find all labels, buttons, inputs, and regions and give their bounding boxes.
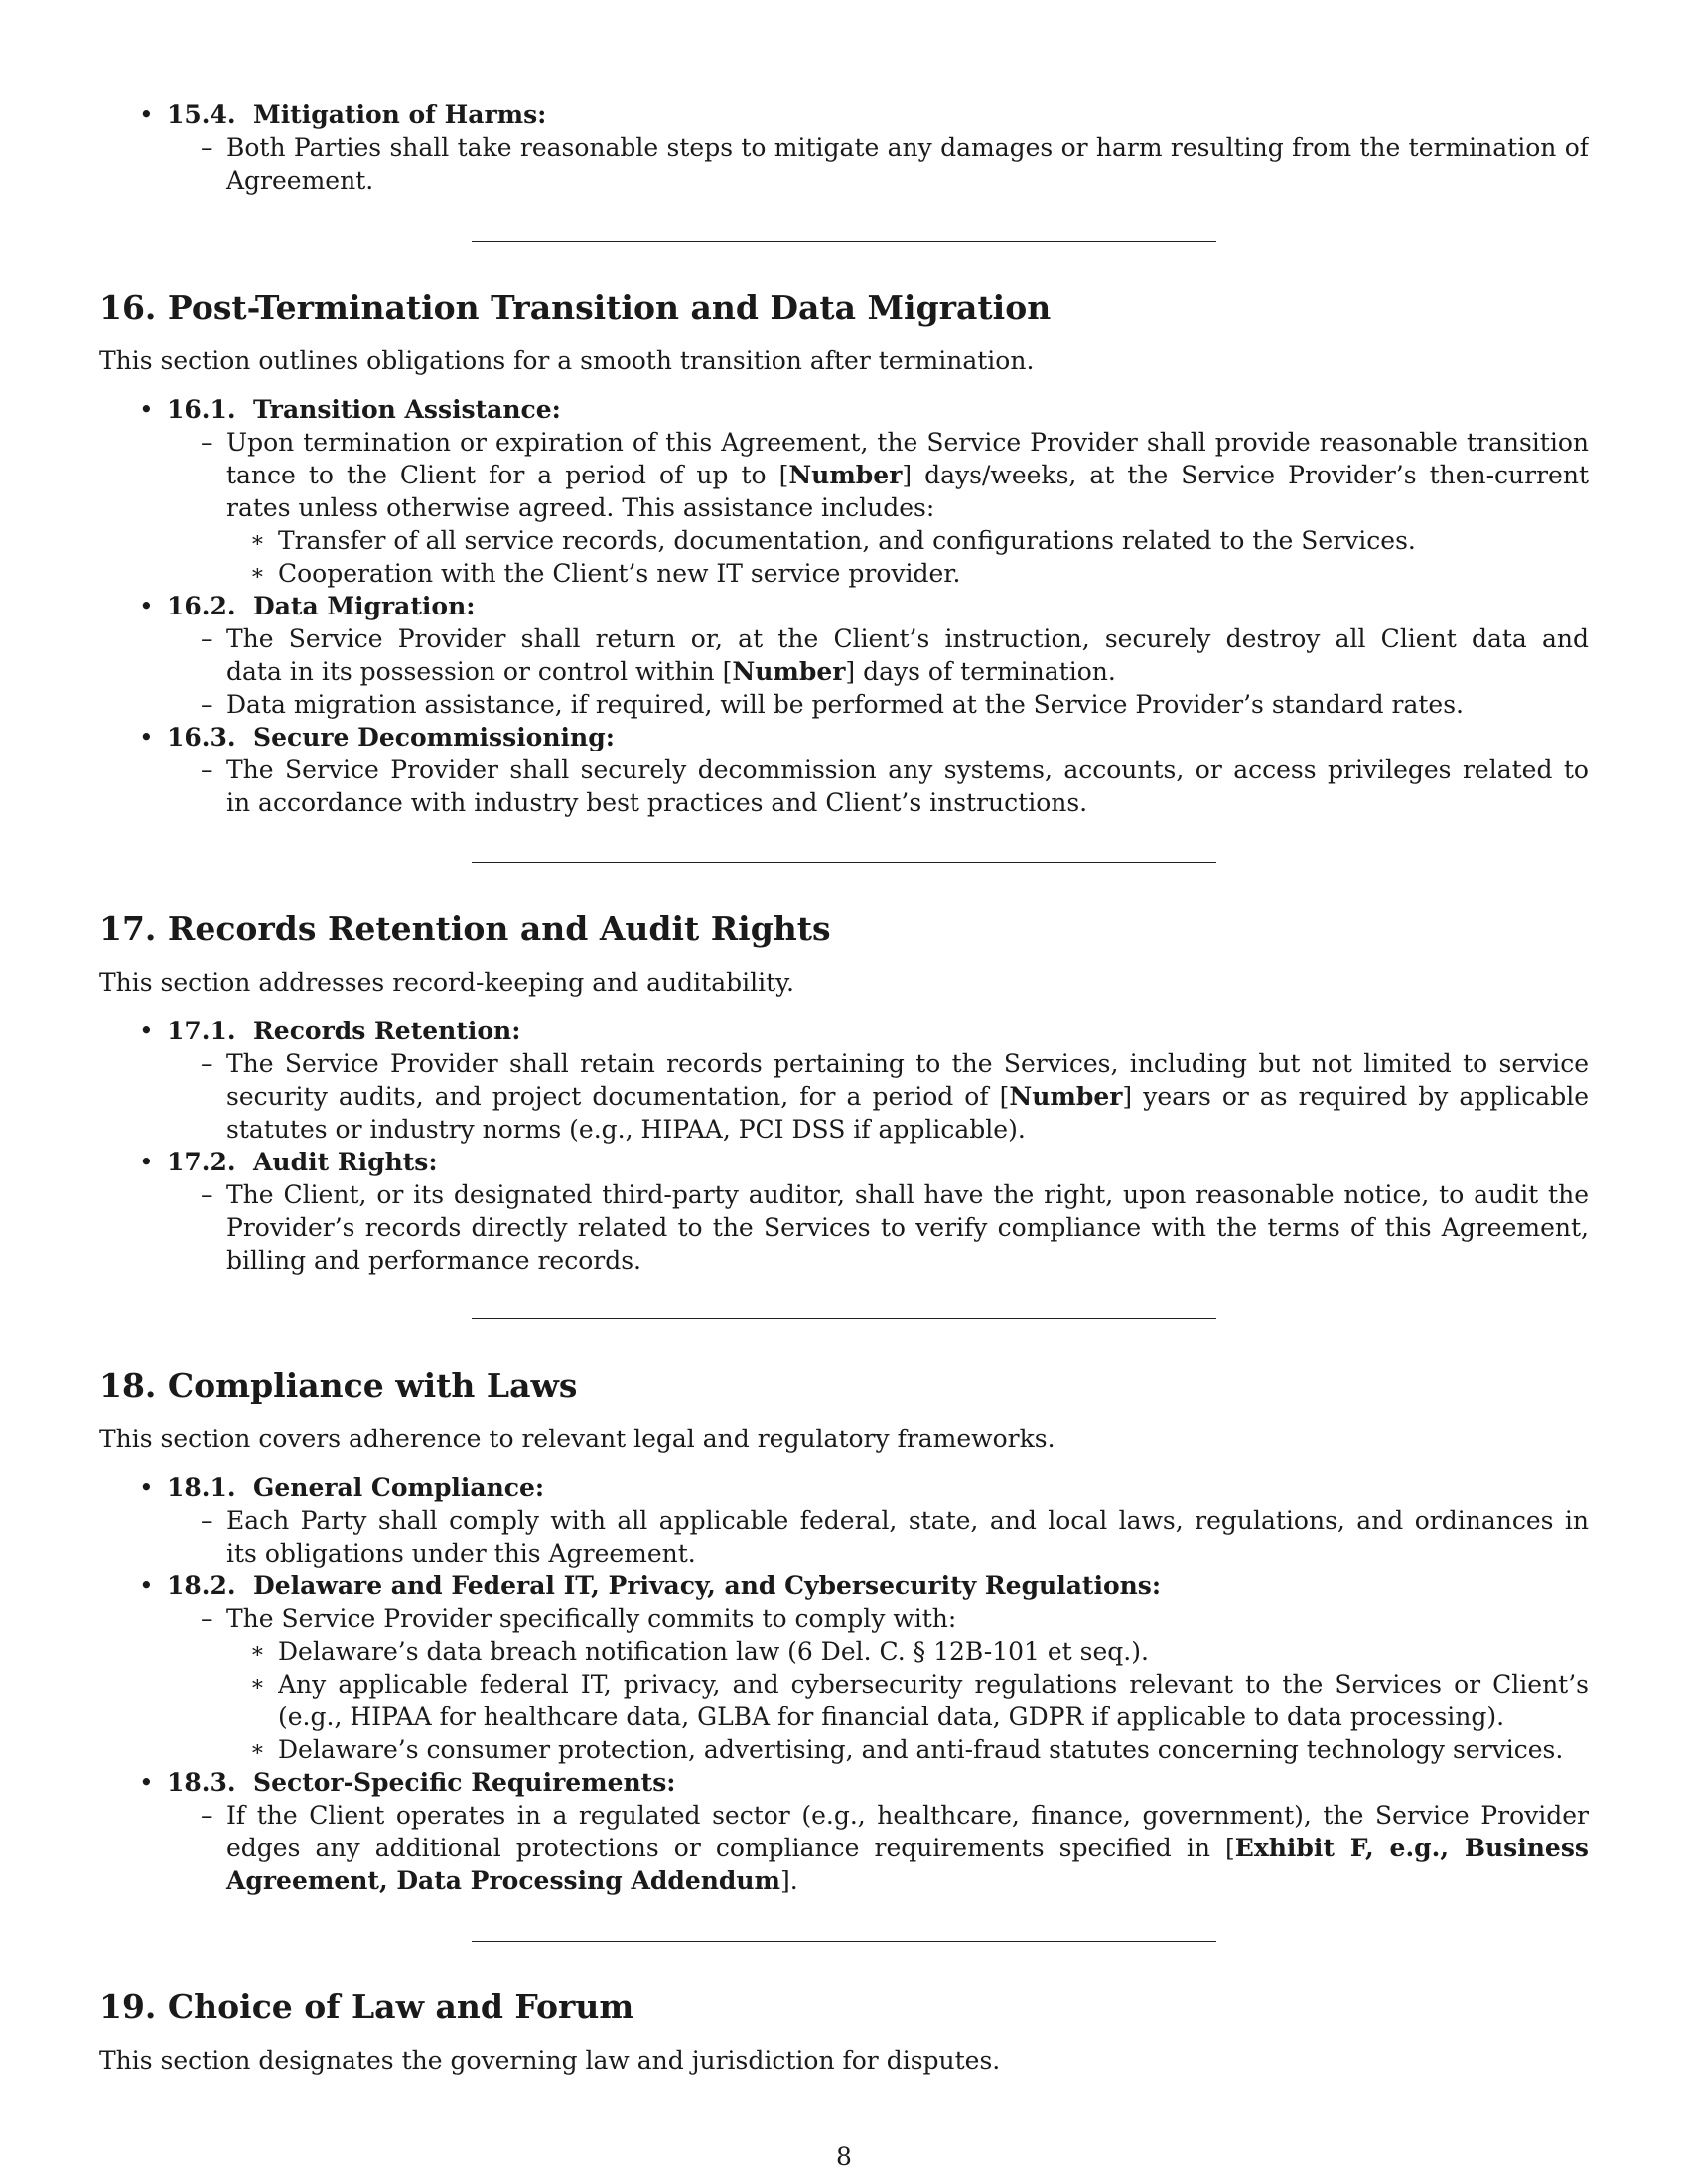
item-16-1-line-2: tance to the Client for a period of up to [Number] days/weeks, at the Service Provider’s then-current (226, 461, 1589, 489)
item-16-3-heading: 16.3. Secure Decommissioning: (167, 723, 615, 751)
item-17-1-line-1: The Service Provider shall retain records pertaining to the Services, including but not limited to service (226, 1049, 1589, 1078)
bullet-16-2: • (139, 592, 154, 620)
item-17-1-heading: 17.1. Records Retention: (167, 1017, 521, 1045)
item-16-1-heading: 16.1. Transition Assistance: (167, 395, 561, 424)
item-17-2-line-3: billing and performance records. (226, 1246, 641, 1275)
section-19-intro: This section designates the governing law and jurisdiction for disputes. (99, 2046, 1001, 2075)
section-divider (472, 1318, 1216, 1319)
exhibit-reference: Exhibit F, e.g., Business (1234, 1834, 1589, 1862)
section-divider (472, 241, 1216, 242)
item-16-3-line-1: The Service Provider shall securely decommission any systems, accounts, or access privileges related to (226, 755, 1589, 784)
dash-15-4-1: – (201, 133, 213, 162)
item-16-2-line-3: Data migration assistance, if required, will be performed at the Service Provider’s standard rates. (226, 690, 1464, 719)
placeholder-number: Number (1009, 1082, 1123, 1111)
exhibit-reference: Agreement, Data Processing Addendum (226, 1866, 781, 1895)
dash-18-1-1: – (201, 1506, 213, 1535)
item-18-2-sub-2a: Any applicable federal IT, privacy, and cybersecurity regulations relevant to the Services or Client’s (278, 1670, 1589, 1699)
item-16-3-line-2: in accordance with industry best practices and Client’s instructions. (226, 788, 1088, 817)
item-18-2-sub-2b: (e.g., HIPAA for healthcare data, GLBA for financial data, GDPR if applicable to data processing). (278, 1703, 1505, 1731)
item-18-2-sub-3: Delaware’s consumer protection, advertising, and anti-fraud statutes concerning technology services. (278, 1735, 1564, 1764)
item-16-1-sub-2: Cooperation with the Client’s new IT service provider. (278, 559, 961, 588)
item-18-1-line-1: Each Party shall comply with all applicable federal, state, and local laws, regulations, and ordinances in (226, 1506, 1589, 1535)
item-18-3-line-1: If the Client operates in a regulated sector (e.g., healthcare, finance, government), the Service Provider (226, 1801, 1589, 1830)
placeholder-number: Number (788, 461, 903, 489)
star-18-2-2: ∗ (250, 1672, 265, 1697)
dash-16-3-1: – (201, 755, 213, 784)
section-19-heading: 19. Choice of Law and Forum (99, 1987, 634, 2026)
item-17-2-heading: 17.2. Audit Rights: (167, 1148, 438, 1176)
section-divider (472, 1941, 1216, 1942)
bullet-18-3: • (139, 1768, 154, 1797)
dash-17-1-1: – (201, 1049, 213, 1078)
item-17-1-line-2: security audits, and project documentation, for a period of [Number] years or as required by applicable (226, 1082, 1589, 1111)
placeholder-number: Number (732, 657, 846, 686)
item-18-1-line-2: its obligations under this Agreement. (226, 1539, 696, 1568)
item-17-2-line-2: Provider’s records directly related to the Services to verify compliance with the terms of this Agreement, (226, 1213, 1589, 1242)
bullet-17-1: • (139, 1017, 154, 1045)
item-18-2-sub-1: Delaware’s data breach notification law (6 Del. C. § 12B-101 et seq.). (278, 1637, 1149, 1666)
section-16-intro: This section outlines obligations for a smooth transition after termination. (99, 346, 1035, 375)
section-17-intro: This section addresses record-keeping and auditability. (99, 968, 794, 997)
item-16-2-line-1: The Service Provider shall return or, at the Client’s instruction, securely destroy all Client data and (226, 624, 1589, 653)
item-18-3-line-3: Agreement, Data Processing Addendum]. (226, 1866, 798, 1895)
star-16-1-2: ∗ (250, 561, 265, 586)
item-16-1-sub-1: Transfer of all service records, documentation, and configurations related to the Services. (278, 526, 1416, 555)
section-18-heading: 18. Compliance with Laws (99, 1366, 578, 1405)
bullet-18-2: • (139, 1571, 154, 1600)
item-18-2-line-1: The Service Provider specifically commits to comply with: (226, 1604, 957, 1633)
item-15-4-line-2: Agreement. (226, 166, 374, 195)
item-17-2-line-1: The Client, or its designated third-party auditor, shall have the right, upon reasonable notice, to audit the (226, 1180, 1589, 1209)
item-16-2-line-2: data in its possession or control within [Number] days of termination. (226, 657, 1116, 686)
section-16-heading: 16. Post-Termination Transition and Data Migration (99, 288, 1052, 327)
item-17-1-line-3: statutes or industry norms (e.g., HIPAA, PCI DSS if applicable). (226, 1115, 1026, 1144)
section-18-intro: This section covers adherence to relevant legal and regulatory frameworks. (99, 1425, 1055, 1453)
section-divider (472, 862, 1216, 863)
star-16-1-1: ∗ (250, 528, 265, 553)
page-number: 8 (836, 2142, 852, 2171)
dash-16-1-1: – (201, 428, 213, 457)
item-18-3-heading: 18.3. Sector-Specific Requirements: (167, 1768, 676, 1797)
section-17-heading: 17. Records Retention and Audit Rights (99, 909, 831, 948)
item-18-3-line-2: edges any additional protections or compliance requirements specified in [Exhibit F, e.g., Business (226, 1832, 1589, 1864)
bullet-17-2: • (139, 1148, 154, 1176)
item-15-4-heading: 15.4. Mitigation of Harms: (167, 100, 547, 129)
star-18-2-1: ∗ (250, 1639, 265, 1664)
bullet-15-4: • (139, 100, 154, 129)
dash-16-2-1: – (201, 624, 213, 653)
dash-18-3-1: – (201, 1801, 213, 1830)
dash-17-2-1: – (201, 1180, 213, 1209)
dash-18-2-1: – (201, 1604, 213, 1633)
item-16-1-line-3: rates unless otherwise agreed. This assistance includes: (226, 493, 935, 522)
item-18-1-heading: 18.1. General Compliance: (167, 1473, 545, 1502)
bullet-16-3: • (139, 723, 154, 751)
item-16-1-line-1: Upon termination or expiration of this Agreement, the Service Provider shall provide reasonable transition (226, 428, 1589, 457)
item-16-2-heading: 16.2. Data Migration: (167, 592, 476, 620)
item-18-2-heading: 18.2. Delaware and Federal IT, Privacy, and Cybersecurity Regulations: (167, 1571, 1162, 1600)
star-18-2-3: ∗ (250, 1737, 265, 1762)
bullet-16-1: • (139, 395, 154, 424)
bullet-18-1: • (139, 1473, 154, 1502)
item-15-4-line-1: Both Parties shall take reasonable steps to mitigate any damages or harm resulting from the termination of (226, 133, 1589, 162)
dash-16-2-2: – (201, 690, 213, 719)
